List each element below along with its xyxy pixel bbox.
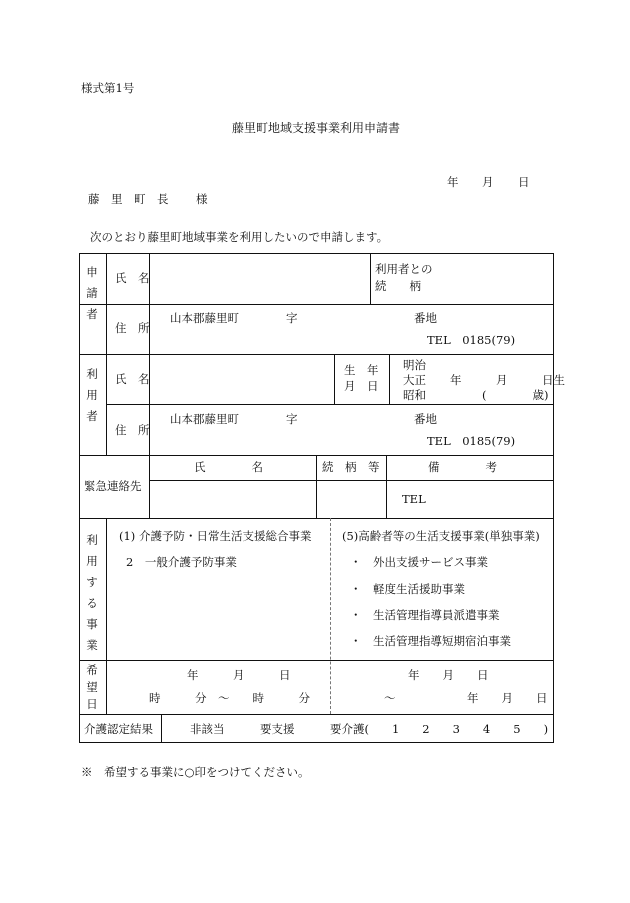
era-taisho[interactable]: 大正 <box>403 373 426 387</box>
applicant-section-label: 申請者 <box>86 265 98 321</box>
emergency-header-name: 氏 名 <box>194 460 263 474</box>
applicant-name-field[interactable] <box>152 256 367 301</box>
desired-date-label: 希望日 <box>86 663 98 711</box>
applicant-aza: 字 <box>286 311 298 325</box>
user-section-label: 利用者 <box>86 367 98 423</box>
emergency-name-field[interactable] <box>152 483 312 515</box>
user-tel: TEL 0185(79) <box>427 434 516 448</box>
user-name-label: 氏 名 <box>115 372 150 386</box>
services-section-label: 利用する事業 <box>86 533 98 652</box>
desired-date-right-line1: 年 月 日 <box>408 668 489 682</box>
emergency-header-remarks: 備 考 <box>428 460 497 474</box>
user-address-label: 住 所 <box>115 423 150 437</box>
date-month: 月 <box>482 175 494 189</box>
applicant-banchi: 番地 <box>414 311 437 325</box>
desired-date-right-tilde: ～ <box>384 691 396 705</box>
care-option-not-applicable[interactable]: 非該当 <box>190 722 225 736</box>
birth-label-2: 月 日 <box>344 379 379 393</box>
form-number: 様式第1号 <box>81 81 135 95</box>
care-result-label: 介護認定結果 <box>84 722 153 736</box>
desired-date-left-line1: 年 月 日 <box>187 668 291 682</box>
applicant-tel: TEL 0185(79) <box>427 333 516 347</box>
services-right-heading: (5)高齢者等の生活支援事業(単独事業) <box>342 529 540 543</box>
service-item-life-mgmt-dispatch[interactable]: ・ 生活管理指導員派遣事業 <box>350 608 500 622</box>
user-aza: 字 <box>286 412 298 426</box>
era-meiji[interactable]: 明治 <box>403 358 426 372</box>
service-item-outing-support[interactable]: ・ 外出支援サービス事業 <box>350 555 488 569</box>
desired-date-left-line2: 時 分 ～ 時 分 <box>149 691 310 705</box>
user-name-field[interactable] <box>152 357 330 401</box>
relation-field[interactable] <box>422 256 550 301</box>
age-field: ( 歳) <box>482 388 549 402</box>
applicant-address-label: 住 所 <box>115 321 150 335</box>
date-day: 日 <box>518 175 530 189</box>
addressee-suffix: 様 <box>196 192 208 206</box>
user-address-prefix: 山本郡藤里町 <box>170 412 239 426</box>
user-banchi: 番地 <box>414 412 437 426</box>
care-option-support-needed[interactable]: 要支援 <box>260 722 295 736</box>
emergency-tel: TEL <box>402 492 426 506</box>
services-left-heading: (1) 介護予防・日常生活支援総合事業 <box>119 529 312 543</box>
birth-label: 生 年 <box>344 363 379 377</box>
addressee-name: 藤 里 町 長 <box>88 192 169 206</box>
era-showa[interactable]: 昭和 <box>403 388 426 402</box>
relation-label: 利用者との <box>375 262 433 276</box>
applicant-name-label: 氏 名 <box>115 271 150 285</box>
date-year: 年 <box>447 175 459 189</box>
emergency-section-label: 緊急連絡先 <box>84 479 142 493</box>
applicant-address-prefix: 山本郡藤里町 <box>170 311 239 325</box>
emergency-relation-field[interactable] <box>319 483 383 515</box>
service-item-short-stay[interactable]: ・ 生活管理指導短期宿泊事業 <box>350 634 511 648</box>
birth-ymd: 年 月 日生 <box>450 373 565 387</box>
intro-text: 次のとおり藤里町地域事業を利用したいので申請します。 <box>90 230 389 244</box>
desired-date-right-line2: 年 月 日 <box>467 691 548 705</box>
relation-label-2: 続 柄 <box>375 279 421 293</box>
service-item-general-prevention[interactable]: 2 一般介護予防事業 <box>126 555 237 569</box>
service-item-light-living-assist[interactable]: ・ 軽度生活援助事業 <box>350 582 465 596</box>
emergency-header-relation: 続 柄 等 <box>322 460 380 474</box>
care-option-care-needed[interactable]: 要介護( 1 2 3 4 5 ) <box>330 722 549 736</box>
footnote: ※ 希望する事業に○印をつけてください。 <box>81 765 310 779</box>
form-title: 藤里町地域支援事業利用申請書 <box>232 121 401 135</box>
